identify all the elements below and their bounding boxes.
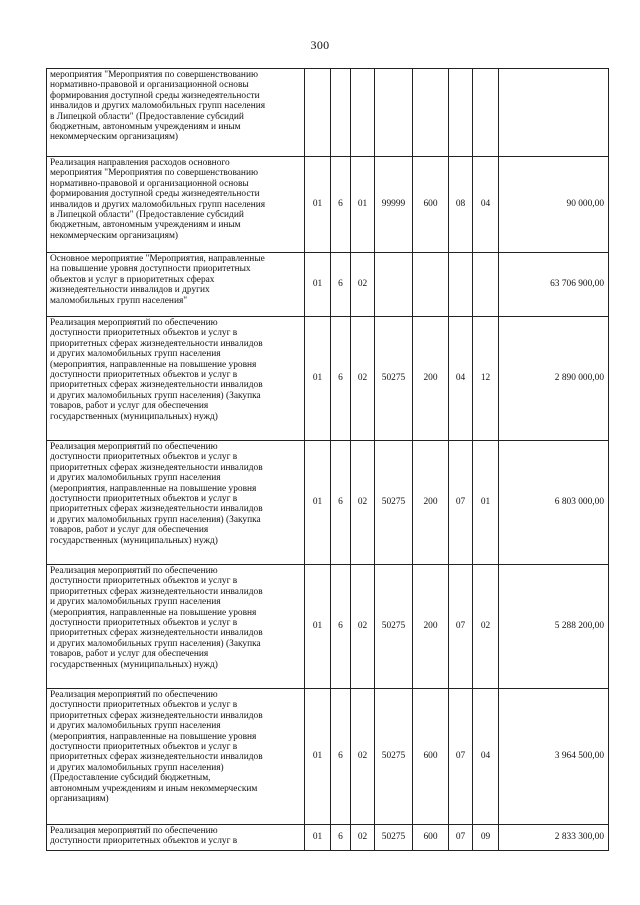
budget-table (46, 68, 609, 851)
direction-code: 50275 (375, 317, 413, 441)
row-amount: 63 706 900,00 (499, 253, 609, 317)
row-amount: 2 833 300,00 (499, 825, 609, 851)
table-row (47, 441, 609, 565)
subsection-code: 04 (473, 157, 499, 253)
program-code: 01 (305, 317, 331, 441)
row-amount: 5 288 200,00 (499, 565, 609, 689)
row-description: мероприятия "Мероприятия по совершенствованию нормативно-правовой и организационной основы формирования доступной среды жизнедеятельности инвалидов и других маломобильных групп населения в Липецкой области" (Предоставление субсидий бюджетным, автономным учреждениям и иным некоммерческим организациям) (47, 69, 305, 157)
subprogram-code (331, 69, 351, 157)
page-number: 300 (310, 38, 330, 52)
program-code: 01 (305, 441, 331, 565)
direction-code: 50275 (375, 565, 413, 689)
subprogram-code: 6 (331, 565, 351, 689)
main-activity-code: 02 (351, 689, 375, 825)
direction-code (375, 69, 413, 157)
table-row (47, 825, 609, 851)
direction-code: 50275 (375, 825, 413, 851)
section-code: 07 (449, 689, 473, 825)
main-activity-code (351, 69, 375, 157)
expense-type-code (413, 253, 449, 317)
row-description: Реализация мероприятий по обеспечению доступности приоритетных объектов и услуг в (47, 825, 305, 851)
row-amount: 3 964 500,00 (499, 689, 609, 825)
main-activity-code: 01 (351, 157, 375, 253)
table-row (47, 317, 609, 441)
subprogram-code: 6 (331, 825, 351, 851)
program-code: 01 (305, 253, 331, 317)
table-row (47, 565, 609, 689)
program-code: 01 (305, 565, 331, 689)
section-code: 07 (449, 441, 473, 565)
row-description: Основное мероприятие "Мероприятия, направленные на повышение уровня доступности приоритетных объектов и услуг в приоритетных сферах жизнедеятельности инвалидов и других маломобильных групп населения" (47, 253, 305, 317)
row-amount: 90 000,00 (499, 157, 609, 253)
subsection-code: 09 (473, 825, 499, 851)
table-row (47, 689, 609, 825)
expense-type-code: 600 (413, 157, 449, 253)
row-amount: 2 890 000,00 (499, 317, 609, 441)
row-description: Реализация мероприятий по обеспечению доступности приоритетных объектов и услуг в приоритетных сферах жизнедеятельности инвалидов и других маломобильных групп населения (мероприятия, направленные на повышение уровня доступности приоритетных объектов и услуг в приоритетных сферах жизнедеятельности инвалидов и других маломобильных групп населения) (Предоставление субсидий бюджетным, автономным учреждениям и иным некоммерческим организациям) (47, 689, 305, 825)
subprogram-code: 6 (331, 317, 351, 441)
program-code: 01 (305, 157, 331, 253)
subprogram-code: 6 (331, 157, 351, 253)
section-code (449, 69, 473, 157)
subsection-code: 01 (473, 441, 499, 565)
main-activity-code: 02 (351, 441, 375, 565)
main-activity-code: 02 (351, 825, 375, 851)
subprogram-code: 6 (331, 441, 351, 565)
program-code: 01 (305, 825, 331, 851)
subsection-code: 12 (473, 317, 499, 441)
main-activity-code: 02 (351, 253, 375, 317)
section-code: 04 (449, 317, 473, 441)
direction-code (375, 253, 413, 317)
subsection-code (473, 69, 499, 157)
main-activity-code: 02 (351, 317, 375, 441)
expense-type-code: 600 (413, 689, 449, 825)
table-row (47, 69, 609, 157)
expense-type-code: 200 (413, 565, 449, 689)
row-amount: 6 803 000,00 (499, 441, 609, 565)
row-amount (499, 69, 609, 157)
subsection-code (473, 253, 499, 317)
direction-code: 50275 (375, 689, 413, 825)
main-activity-code: 02 (351, 565, 375, 689)
subprogram-code: 6 (331, 253, 351, 317)
subsection-code: 02 (473, 565, 499, 689)
expense-type-code: 200 (413, 441, 449, 565)
section-code: 08 (449, 157, 473, 253)
section-code: 07 (449, 825, 473, 851)
expense-type-code (413, 69, 449, 157)
row-description: Реализация мероприятий по обеспечению доступности приоритетных объектов и услуг в приоритетных сферах жизнедеятельности инвалидов и других маломобильных групп населения (мероприятия, направленные на повышение уровня доступности приоритетных объектов и услуг в приоритетных сферах жизнедеятельности инвалидов и других маломобильных групп населения) (Закупка товаров, работ и услуг для обеспечения государственных (муниципальных) нужд) (47, 441, 305, 565)
table-row (47, 157, 609, 253)
program-code: 01 (305, 689, 331, 825)
direction-code: 99999 (375, 157, 413, 253)
table-row (47, 253, 609, 317)
direction-code: 50275 (375, 441, 413, 565)
subsection-code: 04 (473, 689, 499, 825)
row-description: Реализация направления расходов основного мероприятия "Мероприятия по совершенствованию нормативно-правовой и организационной основы формирования доступной среды жизнедеятельности инвалидов и других маломобильных групп населения в Липецкой области" (Предоставление субсидий бюджетным, автономным учреждениям и иным некоммерческим организациям) (47, 157, 305, 253)
section-code: 07 (449, 565, 473, 689)
row-description: Реализация мероприятий по обеспечению доступности приоритетных объектов и услуг в приоритетных сферах жизнедеятельности инвалидов и других маломобильных групп населения (мероприятия, направленные на повышение уровня доступности приоритетных объектов и услуг в приоритетных сферах жизнедеятельности инвалидов и других маломобильных групп населения) (Закупка товаров, работ и услуг для обеспечения государственных (муниципальных) нужд) (47, 565, 305, 689)
section-code (449, 253, 473, 317)
program-code (305, 69, 331, 157)
expense-type-code: 600 (413, 825, 449, 851)
subprogram-code: 6 (331, 689, 351, 825)
expense-type-code: 200 (413, 317, 449, 441)
row-description: Реализация мероприятий по обеспечению доступности приоритетных объектов и услуг в приоритетных сферах жизнедеятельности инвалидов и других маломобильных групп населения (мероприятия, направленные на повышение уровня доступности приоритетных объектов и услуг в приоритетных сферах жизнедеятельности инвалидов и других маломобильных групп населения) (Закупка товаров, работ и услуг для обеспечения государственных (муниципальных) нужд) (47, 317, 305, 441)
